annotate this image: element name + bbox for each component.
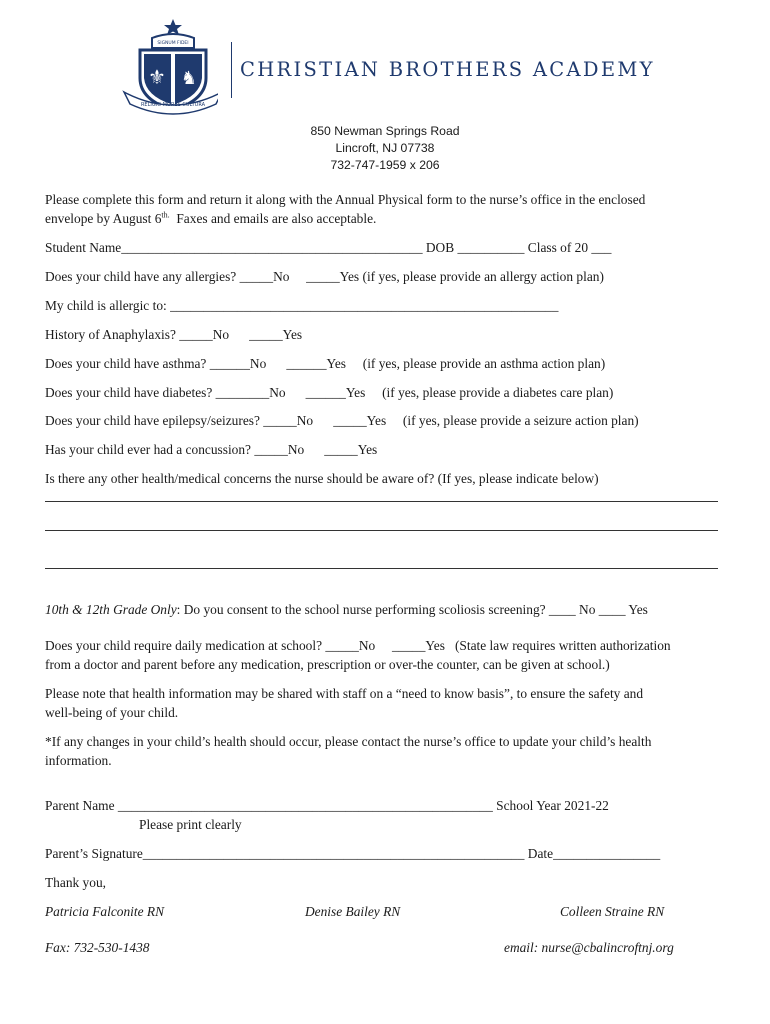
parent-signature-field[interactable]: Parent’s Signature_________________________________________________________ Date________________ — [45, 846, 661, 861]
nurse-name: Patricia Falconite RN — [45, 904, 165, 919]
medication-question[interactable]: Does your child require daily medication at school? _____No _____Yes (State law requires written authorization from a doctor and parent before any medication, prescription or over-the counter, can be given at school.) — [45, 638, 671, 672]
crest-motto-top: SIGNUM FIDEI — [157, 41, 189, 46]
privacy-notice: Please note that health information may be shared with staff on a “need to know basis”, to ensure the safety and well-being of your child. — [45, 686, 644, 720]
crest-ribbon-motto: RELIGIO MORES CULTURA — [140, 102, 206, 108]
anaphylaxis-question[interactable]: History of Anaphylaxis? _____No _____Yes — [45, 327, 303, 342]
intro-paragraph — [45, 191, 725, 228]
nurse-name: Colleen Straine RN — [560, 904, 665, 919]
allergic-to-field[interactable]: My child is allergic to: __________________________________________________________ — [45, 298, 559, 313]
crest-star-icon — [164, 19, 182, 35]
fleur-de-lis-icon: ⚜ — [148, 65, 166, 89]
nurse-name: Denise Bailey RN — [305, 904, 401, 919]
answer-line-2[interactable] — [45, 530, 718, 531]
email-address[interactable]: email: nurse@cbalincroftnj.org — [504, 940, 674, 955]
fax-number: Fax: 732-530-1438 — [45, 940, 150, 955]
asthma-question[interactable]: Does your child have asthma? ______No ______Yes (if yes, please provide an asthma action plan) — [45, 356, 606, 371]
intro-line-1: Please complete this form and return it along with the Annual Physical form to the nurse’s office in the enclosed — [45, 192, 646, 207]
thank-you-text: Thank you, — [45, 875, 106, 890]
school-name: CHRISTIAN BROTHERS ACADEMY — [240, 58, 655, 81]
answer-line-3[interactable] — [45, 568, 718, 569]
changes-notice: *If any changes in your child’s health should occur, please contact the nurse’s office to update your child’s health information. — [45, 734, 652, 768]
diabetes-question[interactable]: Does your child have diabetes? ________No ______Yes (if yes, please provide a diabetes care plan) — [45, 385, 614, 400]
student-name-field[interactable]: Student Name_____________________________________________ DOB __________ Class of 20 ___ — [45, 240, 612, 255]
parent-name-field[interactable]: Parent Name ________________________________________________________ School Year 2021-22 — [45, 798, 609, 813]
epilepsy-question[interactable]: Does your child have epilepsy/seizures? _____No _____Yes (if yes, please provide a seizure action plan) — [45, 413, 639, 428]
header-divider — [231, 42, 232, 98]
answer-line-1[interactable] — [45, 501, 718, 502]
allergies-question[interactable]: Does your child have any allergies? _____No _____Yes (if yes, please provide an allergy action plan) — [45, 269, 604, 284]
horse-icon: ♞ — [180, 68, 198, 89]
address-phone: 732-747-1959 x 206 — [330, 158, 440, 172]
concussion-question[interactable]: Has your child ever had a concussion? _____No _____Yes — [45, 442, 378, 457]
address-street: 850 Newman Springs Road — [310, 124, 460, 138]
print-hint: Please print clearly — [139, 817, 242, 832]
other-concerns-question: Is there any other health/medical concerns the nurse should be aware of? (If yes, please indicate below) — [45, 471, 599, 486]
scoliosis-question[interactable]: 10th & 12th Grade Only: Do you consent to the school nurse performing scoliosis screening? ____ No ____ Yes — [45, 602, 648, 617]
address-city: Lincroft, NJ 07738 — [335, 141, 435, 155]
intro-line-2: envelope by August $6^{th.}$ Faxes and emails are also acceptable. — [45, 210, 377, 226]
school-crest-logo — [118, 18, 218, 118]
scoliosis-grade-label: 10th & 12th Grade Only — [45, 602, 177, 617]
